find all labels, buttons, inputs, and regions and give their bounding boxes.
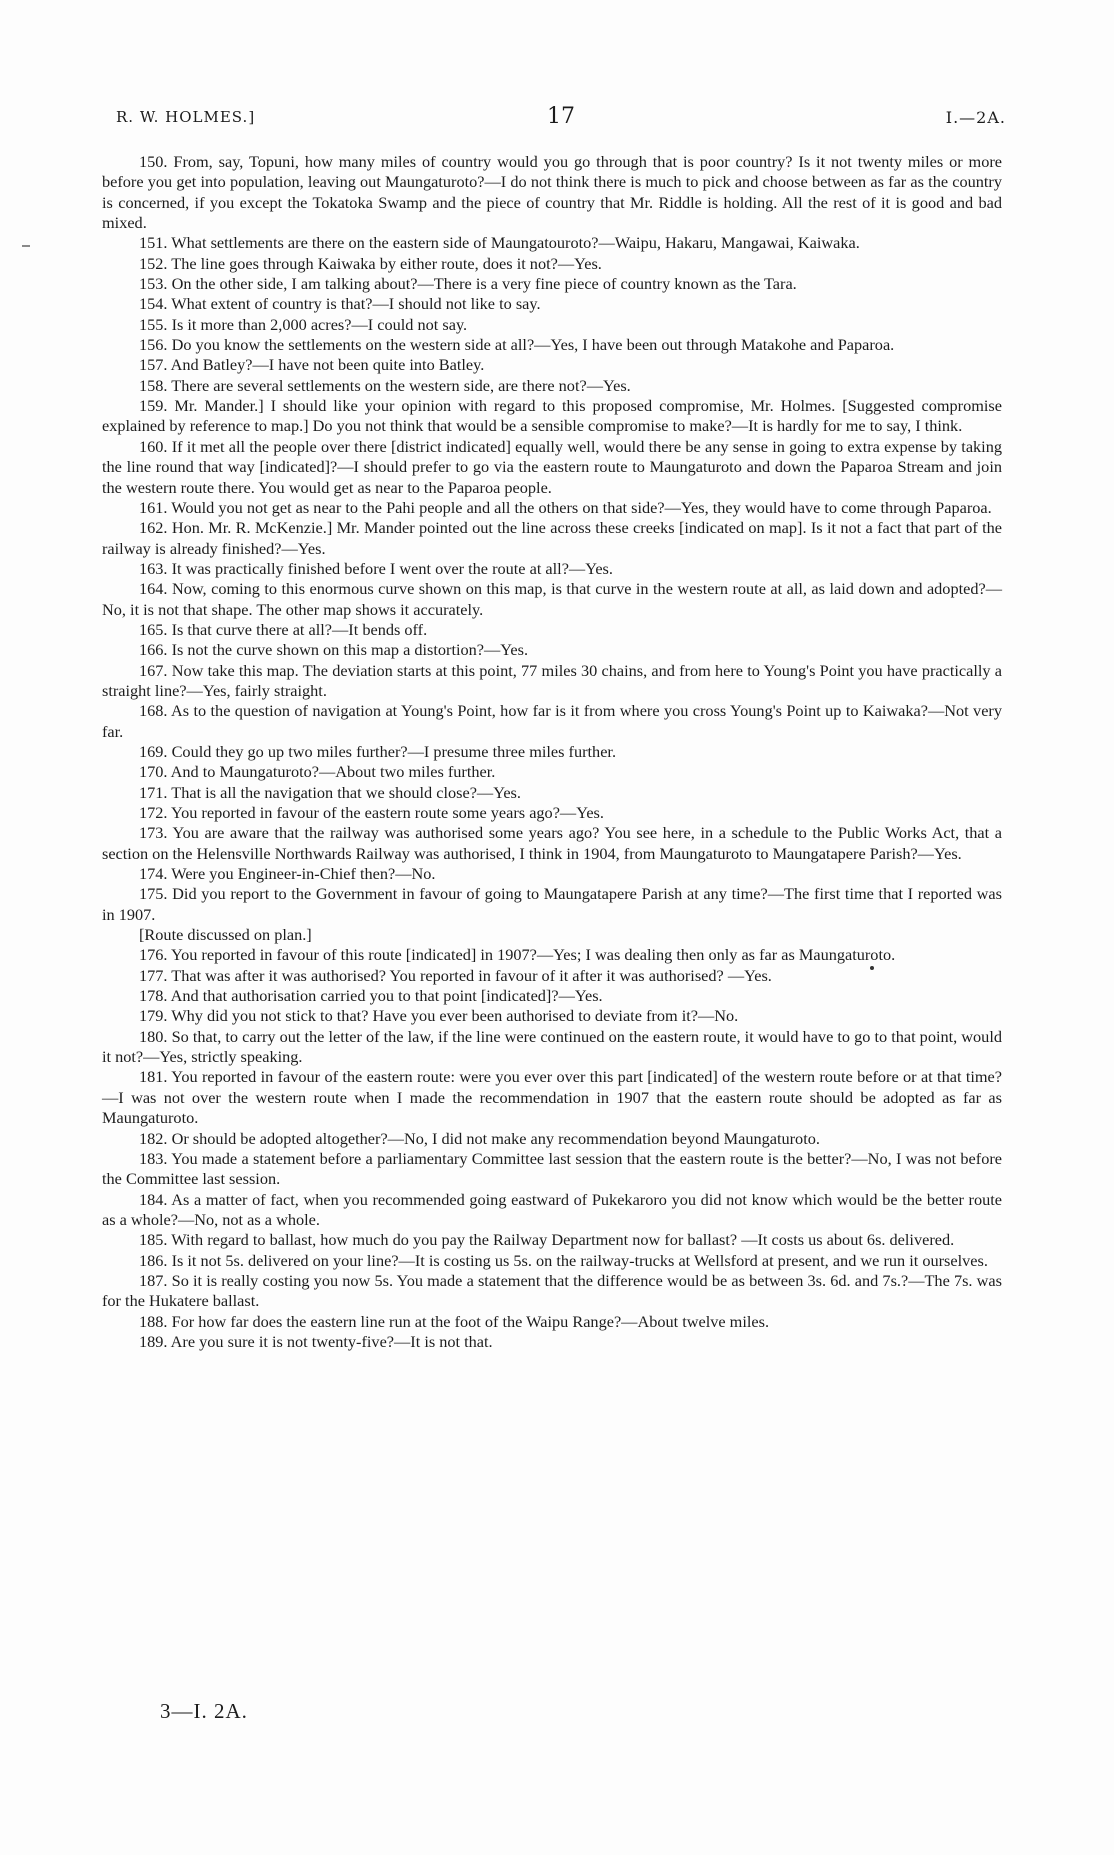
paragraph-157: 157. And Batley?—I have not been quite into Batley.: [139, 355, 485, 375]
paragraph-178: 178. And that authorisation carried you to that point [indicated]?—Yes.: [139, 986, 603, 1006]
paragraph-180: 180. So that, to carry out the letter of the law, if the line were continued on the eastern route, it would have to go to that point, would it not?—Yes, strictly speaking.: [102, 1026, 1002, 1067]
paragraph-163: 163. It was practically finished before I went over the route at all?—Yes.: [139, 558, 613, 578]
paragraph-156: 156. Do you know the settlements on the western side at all?—Yes, I have been out through Matakohe and Paparoa.: [139, 335, 895, 355]
paper-reference: I.—2A.: [945, 108, 1006, 127]
paragraph-189: 189. Are you sure it is not twenty-five?—It is not that.: [139, 1331, 493, 1351]
page-header: [116, 104, 1006, 132]
testimony-body: [102, 152, 1002, 1352]
paragraph-168: 168. As to the question of navigation at Young's Point, how far is it from where you cross Young's Point up to Kaiwaka?—Not very far.: [102, 701, 1002, 741]
paragraph-185: 185. With regard to ballast, how much do you pay the Railway Department now for ballast? —It costs us about 6s. delivered.: [139, 1230, 955, 1250]
paragraph-179: 179. Why did you not stick to that? Have you ever been authorised to deviate from it?—No.: [139, 1006, 739, 1026]
page-number: 17: [547, 104, 575, 129]
paragraph-155: 155. Is it more than 2,000 acres?—I could not say.: [139, 314, 468, 334]
paragraph-151: 151. What settlements are there on the eastern side of Maungatouroto?—Waipu, Hakaru, Mangawai, Kaiwaka.: [139, 233, 860, 253]
paragraph-160: 160. If it met all the people over there [district indicated] equally well, would there be any sense in going to extra expense by taking the line round that way [indicated]?—I should prefer to go via the eastern route to Maungaturoto and down the Paparoa Stream and join the western route there. You would get as near to the Paparoa people.: [102, 436, 1002, 497]
paragraph-177: 177. That was after it was authorised? You reported in favour of it after it was authorised? —Yes.: [139, 965, 772, 985]
paragraph-169: 169. Could they go up two miles further?—I presume three miles further.: [139, 741, 617, 761]
paragraph-174: 174. Were you Engineer-in-Chief then?—No.: [139, 864, 436, 884]
paragraph-173: 173. You are aware that the railway was authorised some years ago? You see here, in a schedule to the Public Works Act, that a section on the Helensville Northwards Railway was authorised, I think in 1904, from Maungaturoto to Maungatapere Parish?—Yes.: [102, 823, 1002, 863]
stage-direction: [Route discussed on plan.]: [139, 925, 312, 945]
paragraph-154: 154. What extent of country is that?—I should not like to say.: [139, 294, 541, 314]
paragraph-158: 158. There are several settlements on the western side, are there not?—Yes.: [139, 375, 631, 395]
paragraph-164: 164. Now, coming to this enormous curve shown on this map, is that curve in the western route at all, as laid down and adopted?—No, it is not that shape. The other map shows it accurately.: [102, 579, 1002, 619]
margin-mark: [22, 245, 30, 247]
paragraph-150: 150. From, say, Topuni, how many miles of country would you go through that is poor country? Is it not twenty miles or more before you get into population, leaving out Maungaturoto?—I do not think there is much to pick and choose between as far as the country is concerned, if you except the Tokatoka Swamp and the piece of country that Mr. Riddle is holding. All the rest of it is good and bad mixed.: [102, 152, 1002, 233]
paragraph-159: 159. Mr. Mander.] I should like your opinion with regard to this proposed compromise, Mr. Holmes. [Suggested compromise explained by reference to map.] Do you not think that would be a sensible compromise to make?—It is hardly for me to say, I think.: [102, 396, 1002, 436]
paragraph-184: 184. As a matter of fact, when you recommended going eastward of Pukekaroro you did not know which would be the better route as a whole?—No, not as a whole.: [102, 1189, 1002, 1229]
paragraph-188: 188. For how far does the eastern line run at the foot of the Waipu Range?—About twelve miles.: [139, 1311, 770, 1331]
paragraph-175: 175. Did you report to the Government in favour of going to Maungatapere Parish at any time?—The first time that I reported was in 1907.: [102, 884, 1002, 924]
paragraph-181: 181. You reported in favour of the eastern route: were you ever over this part [indicated] of the western route before or at that time?—I was not over the western route when I made the recommendation in 1907 that the eastern route should be adopted as far as Maungaturoto.: [102, 1067, 1002, 1128]
paragraph-165: 165. Is that curve there at all?—It bends off.: [139, 619, 428, 639]
paragraph-162: 162. Hon. Mr. R. McKenzie.] Mr. Mander pointed out the line across these creeks [indicated on map]. Is it not a fact that part of the railway is already finished?—Yes.: [102, 518, 1002, 558]
paragraph-187: 187. So it is really costing you now 5s. You made a statement that the difference would be as between 3s. 6d. and 7s.?—The 7s. was for the Hukatere ballast.: [102, 1270, 1002, 1311]
paragraph-170: 170. And to Maungaturoto?—About two miles further.: [139, 762, 496, 782]
paragraph-182: 182. Or should be adopted altogether?—No, I did not make any recommendation beyond Maungaturoto.: [139, 1128, 820, 1148]
paragraph-167: 167. Now take this map. The deviation starts at this point, 77 miles 30 chains, and from here to Young's Point you have practically a straight line?—Yes, fairly straight.: [102, 660, 1002, 700]
witness-name: R. W. HOLMES.]: [116, 108, 256, 126]
paragraph-153: 153. On the other side, I am talking about?—There is a very fine piece of country known as the Tara.: [139, 274, 797, 294]
paragraph-176: 176. You reported in favour of this route [indicated] in 1907?—Yes; I was dealing then only as far as Maungaturoto.: [139, 945, 896, 965]
paragraph-171: 171. That is all the navigation that we should close?—Yes.: [139, 782, 521, 802]
signature-mark: 3—I. 2A.: [160, 1699, 248, 1723]
paragraph-152: 152. The line goes through Kaiwaka by either route, does it not?—Yes.: [139, 253, 602, 273]
paragraph-172: 172. You reported in favour of the eastern route some years ago?—Yes.: [139, 803, 604, 822]
paragraph-186: 186. Is it not 5s. delivered on your line?—It is costing us 5s. on the railway-trucks at Wellsford at present, and we run it ourselves.: [139, 1250, 988, 1270]
paragraph-161: 161. Would you not get as near to the Pahi people and all the others on that side?—Yes, they would have to come through Paparoa.: [139, 497, 992, 517]
paragraph-183: 183. You made a statement before a parliamentary Committee last session that the eastern route is the better?—No, I was not before the Committee last session.: [102, 1148, 1002, 1189]
paragraph-166: 166. Is not the curve shown on this map a distortion?—Yes.: [139, 640, 529, 660]
